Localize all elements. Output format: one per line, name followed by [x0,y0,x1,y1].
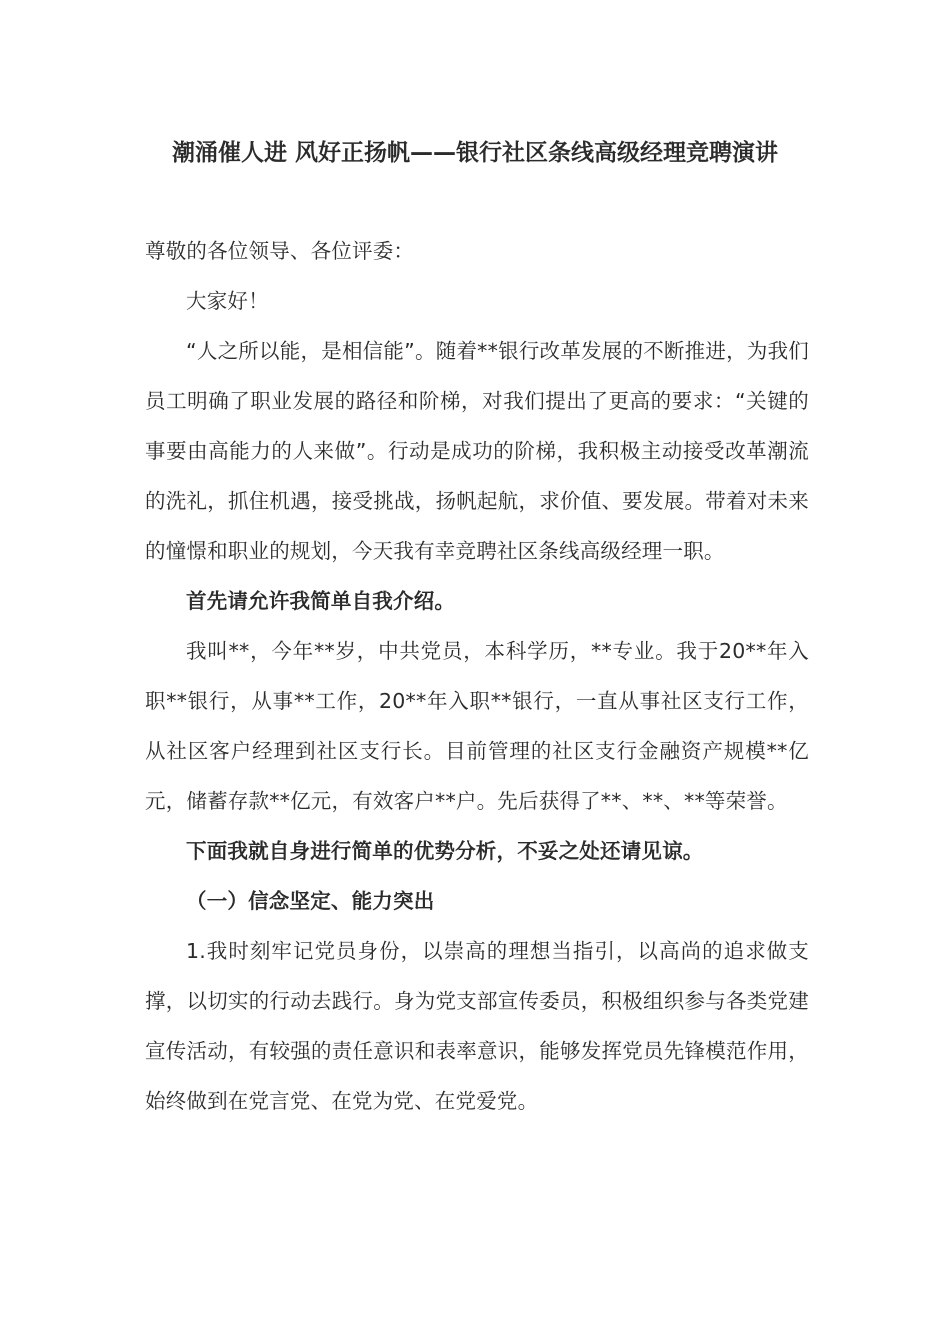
section-heading-self-intro: 首先请允许我简单自我介绍。 [186,589,456,613]
document-title: 潮涌催人进 风好正扬帆——银行社区条线高级经理竞聘演讲 [171,140,778,166]
section-heading-advantages: 下面我就自身进行简单的优势分析，不妥之处还请见谅。 [186,839,704,863]
greeting: 大家好！ [186,289,269,313]
paragraph-self-intro: 我叫**，今年**岁，中共党员，本科学历，**专业。我于20**年入职**银行，从事**工作，20**年入职**银行，一直从事社区支行工作，从社区客户经理到社区支行长。目前管理的社区支行金融资产规模**亿元，储蓄存款**亿元，有效客户**户。先后获得了**、**、**等荣誉。 [145,639,809,813]
paragraph-intro: “人之所以能，是相信能”。随着**银行改革发展的不断推进，为我们员工明确了职业发展的路径和阶梯，对我们提出了更高的要求：“关键的事要由高能力的人来做”。行动是成功的阶梯，我积极主动接受改革潮流的洗礼，抓住机遇，接受挑战，扬帆起航，求价值、要发展。带着对未来的憧憬和职业的规划，今天我有幸竞聘社区条线高级经理一职。 [145,339,809,563]
salutation: 尊敬的各位领导、各位评委： [145,239,415,263]
subsection-heading-1: （一）信念坚定、能力突出 [186,889,435,913]
document-body [145,226,809,1126]
paragraph-point-1: 1.我时刻牢记党员身份，以崇高的理想当指引，以高尚的追求做支撑，以切实的行动去践行。身为党支部宣传委员，积极组织参与各类党建宣传活动，有较强的责任意识和表率意识，能够发挥党员先锋模范作用，始终做到在党言党、在党为党、在党爱党。 [145,939,809,1113]
